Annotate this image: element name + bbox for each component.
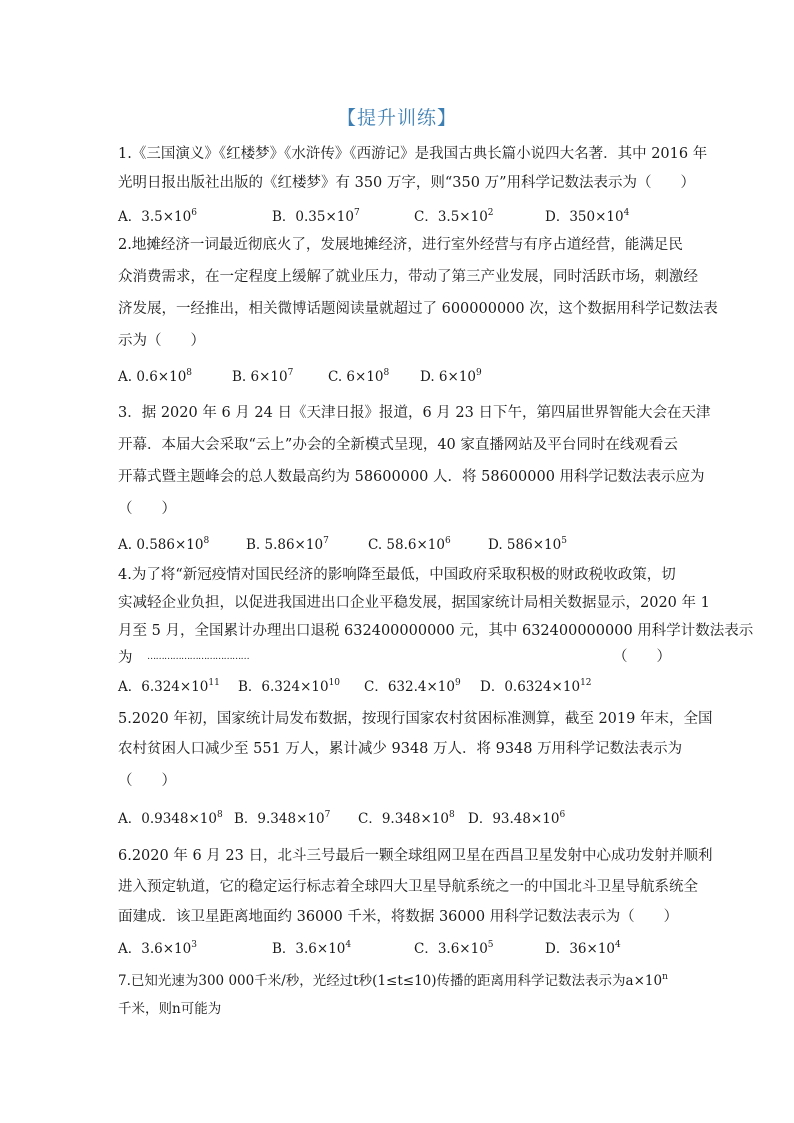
q6-line-2: 进入预定轨道，它的稳定运行标志着全球四大卫星导航系统之一的中国北斗卫星导航系统全 xyxy=(118,879,698,895)
q1-line-2: 光明日报出版社出版的《红楼梦》有 350 万字，则“350 万”用科学记数法表示为（ ） xyxy=(118,175,696,191)
q3-option-c: C. $58.6\times 10^6$ xyxy=(368,536,451,553)
q7-line-2: 千米，则n可能为 xyxy=(118,1001,222,1017)
q1-option-a: A．$3.5\times 10^6$ xyxy=(118,208,197,225)
q4-option-b: B．$6.324\times 10^{10}$ xyxy=(238,678,341,695)
q4-line-3: 月至 5 月，全国累计办理出口退税 632400000000 元，其中 632400000000 用科学计数法表示 xyxy=(118,623,754,639)
q2-line-4: 示为（ ） xyxy=(118,333,205,349)
q6-line-1: 6.2020 年 6 月 23 日，北斗三号最后一颗全球组网卫星在西昌卫星发射中心成功发射并顺利 xyxy=(118,848,713,864)
q4-line-4-text: 为 xyxy=(118,650,133,666)
q1-option-b: B．$0.35\times 10^7$ xyxy=(272,208,360,225)
q4-line-4 xyxy=(118,646,688,669)
q4-option-a: A．$6.324\times 10^{11}$ xyxy=(118,678,220,695)
q4-answer-paren: （ ） xyxy=(613,649,671,665)
q7-line-1-text: 7.已知光速为300 000千米/秒，光经过t秒(1≤t≤10)传播的距离用科学记数法表示为a×10 xyxy=(118,973,663,989)
q6-line-3: 面建成．该卫星距离地面约 36000 千米，将数据 36000 用科学记数法表示为（ ） xyxy=(118,909,679,925)
q6-option-a: A．$3.6\times 10^3$ xyxy=(118,940,197,957)
q7-line-1 xyxy=(118,970,688,992)
q1-option-c: C．$3.5\times 10^2$ xyxy=(414,208,494,225)
q5-option-b: B．$9.348\times 10^7$ xyxy=(234,810,331,827)
q2-line-2: 众消费需求，在一定程度上缓解了就业压力，带动了第三产业发展，同时活跃市场，刺激经 xyxy=(118,269,698,285)
q3-option-d: D. $586\times 10^5$ xyxy=(488,536,567,553)
q1-option-d: D．$350\times 10^4$ xyxy=(545,208,630,225)
q5-line-2: 农村贫困人口减少至 551 万人，累计减少 9348 万人．将 9348 万用科学记数法表示为 xyxy=(118,741,683,757)
q3-line-3: 开幕式暨主题峰会的总人数最高约为 58600000 人．将 58600000 用科学记数法表示应为 xyxy=(118,469,705,485)
q3-option-b: B. $5.86\times 10^7$ xyxy=(246,536,329,553)
q2-option-b: B. $6\times 10^7$ xyxy=(232,368,294,385)
q6-option-d: D．$36\times 10^4$ xyxy=(545,940,621,957)
q2-option-d: D. $6\times 10^9$ xyxy=(420,368,482,385)
q3-line-2: 开幕．本届大会采取“云上”办会的全新模式呈现，40 家直播网站及平台同时在线观看云 xyxy=(118,437,678,453)
q4-option-d: D．$0.6324\times 10^{12}$ xyxy=(480,678,592,695)
q5-line-1: 5.2020 年初，国家统计局发布数据，按现行国家农村贫困标准测算，截至 2019 年末，全国 xyxy=(118,711,713,727)
q6-option-b: B．$3.6\times 10^4$ xyxy=(272,940,352,957)
q4-line-1: 4.为了将“新冠疫情对国民经济的影响降至最低，中国政府采取积极的财政税收政策，切 xyxy=(118,567,676,583)
q3-option-a: A. $0.586\times 10^8$ xyxy=(118,536,210,553)
q4-leader-dots: ……………………………… xyxy=(147,652,250,662)
q3-line-1: 3．据 2020 年 6 月 24 日《天津日报》报道，6 月 23 日下午，第四届世界智能大会在天津 xyxy=(118,405,711,421)
section-title: 【提升训练】 xyxy=(336,107,457,129)
q2-option-a: A. $0.6\times 10^8$ xyxy=(118,368,193,385)
q2-option-c: C. $6\times 10^8$ xyxy=(328,368,390,385)
q5-option-c: C．$9.348\times 10^8$ xyxy=(358,810,455,827)
q2-line-1: 2.地摊经济一词最近彻底火了，发展地摊经济，进行室外经营与有序占道经营，能满足民 xyxy=(118,237,683,253)
q6-option-c: C．$3.6\times 10^5$ xyxy=(414,940,494,957)
q4-option-c: C．$632.4\times 10^9$ xyxy=(364,678,461,695)
q5-option-a: A．$0.9348\times 10^8$ xyxy=(118,810,223,827)
q1-line-1: 1.《三国演义》《红楼梦》《水浒传》《西游记》是我国古典长篇小说四大名著．其中 2016 年 xyxy=(118,146,708,162)
q7-exponent: n xyxy=(662,972,668,982)
q5-option-d: D．$93.48\times 10^6$ xyxy=(468,810,566,827)
q5-line-3: （ ） xyxy=(118,773,176,789)
q3-line-4: （ ） xyxy=(118,501,176,517)
q4-line-2: 实减轻企业负担，以促进我国进出口企业平稳发展，据国家统计局相关数据显示，2020 年 1 xyxy=(118,595,710,611)
q2-line-3: 济发展，一经推出，相关微博话题阅读量就超过了 600000000 次，这个数据用科学记数法表 xyxy=(118,301,718,317)
